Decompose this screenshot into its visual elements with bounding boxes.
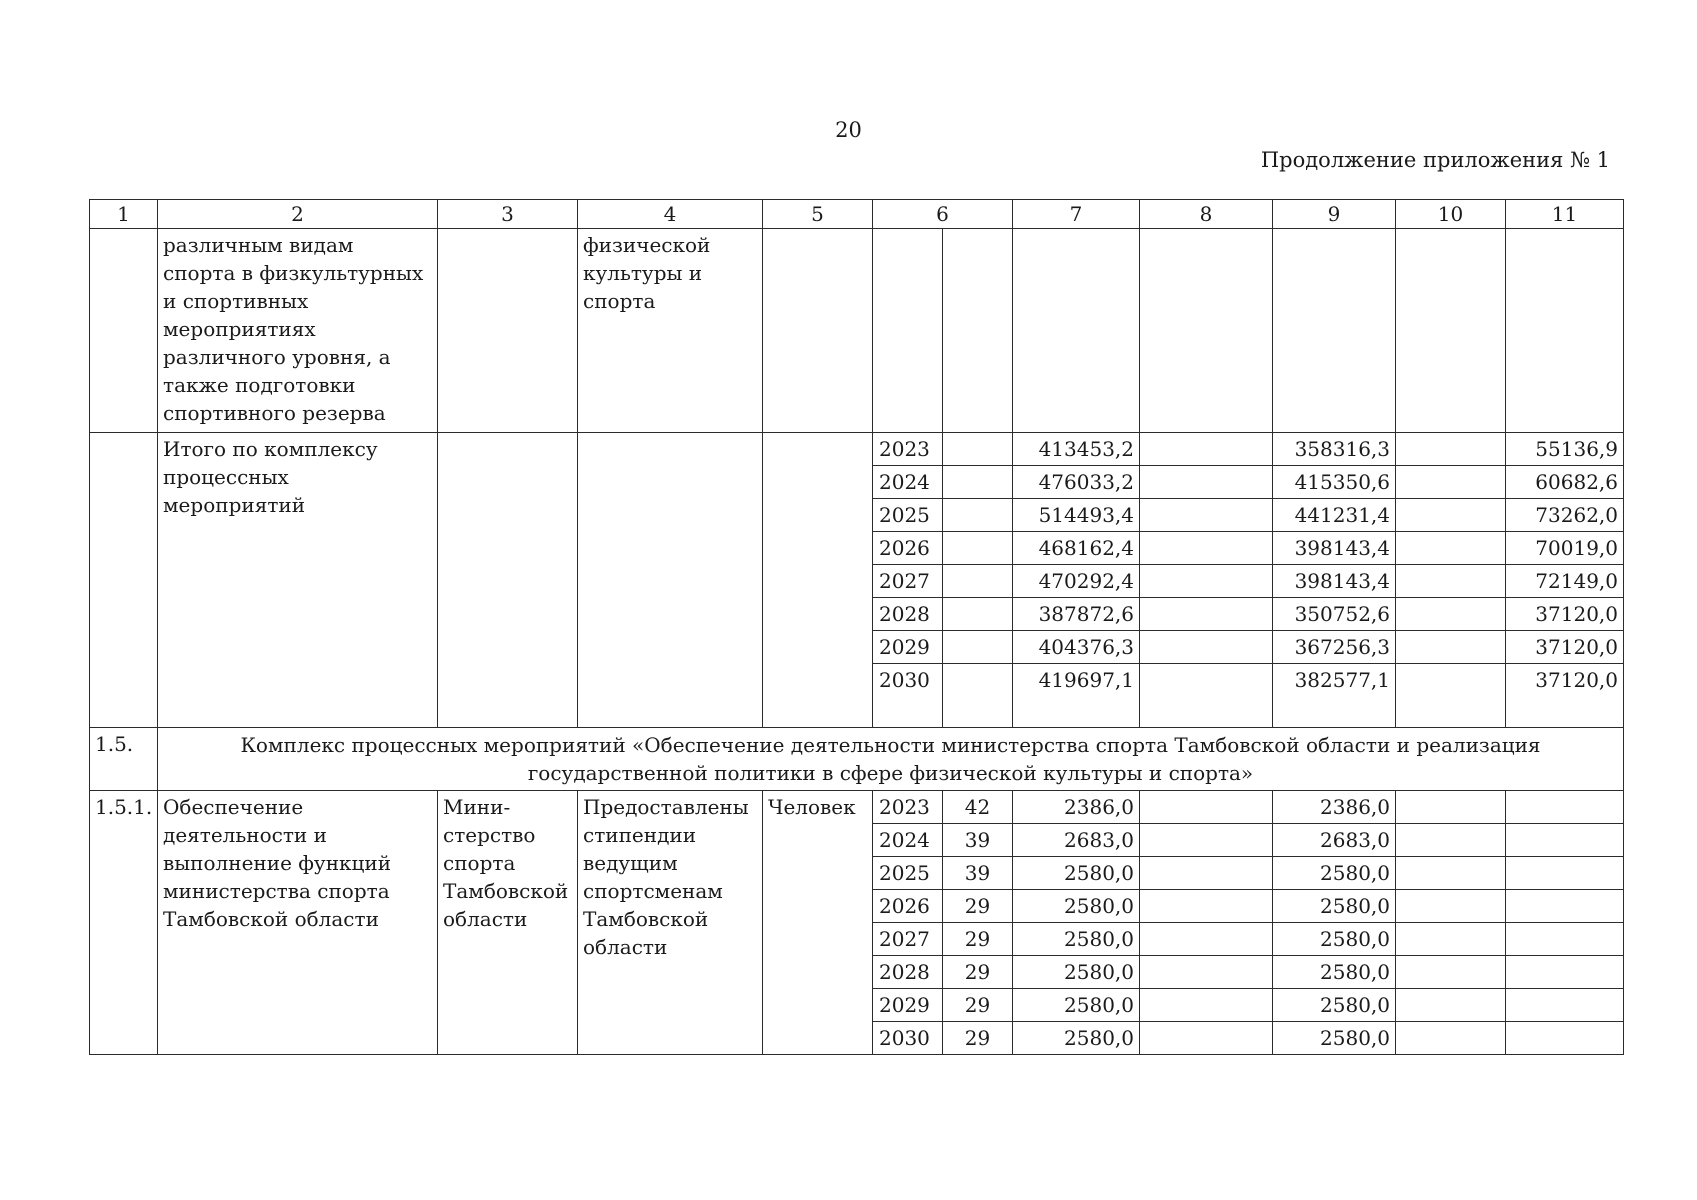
empty-cell [438,229,578,433]
count-cell: 42 [943,791,1013,824]
section-row [90,728,1624,791]
empty-cell [1506,989,1624,1022]
empty-cell [1506,229,1624,433]
empty-cell [943,229,1013,433]
amount-col7: 2580,0 [1013,989,1140,1022]
year-cell: 2023 [873,433,943,466]
header-cell: 3 [438,200,578,229]
count-cell: 29 [943,1022,1013,1055]
year-cell: 2026 [873,890,943,923]
amount-col7: 404376,3 [1013,631,1140,664]
section-number: 1.5. [90,728,158,791]
year-cell: 2027 [873,565,943,598]
empty-cell [763,433,873,728]
year-cell: 2028 [873,598,943,631]
empty-cell [943,598,1013,631]
empty-cell [1140,229,1273,433]
amount-col9: 382577,1 [1273,664,1396,728]
continuation-row [90,229,1624,433]
total-row [90,433,1624,466]
empty-cell [1506,890,1624,923]
empty-cell [1140,664,1273,728]
header-cell: 4 [578,200,763,229]
empty-cell [1506,791,1624,824]
year-cell: 2024 [873,824,943,857]
empty-cell [1140,890,1273,923]
count-cell: 29 [943,956,1013,989]
empty-cell [1396,1022,1506,1055]
amount-col11: 55136,9 [1506,433,1624,466]
amount-col7: 2580,0 [1013,1022,1140,1055]
count-cell: 39 [943,857,1013,890]
empty-cell [1396,923,1506,956]
count-cell: 29 [943,890,1013,923]
empty-cell [763,229,873,433]
year-cell: 2029 [873,631,943,664]
amount-col9: 358316,3 [1273,433,1396,466]
table-body [90,200,1624,1055]
header-cell: 5 [763,200,873,229]
item-name: Обеспечение деятельности и выполнение функций министерства спорта Тамбовской области [158,791,438,1055]
empty-cell [943,565,1013,598]
empty-cell [1140,989,1273,1022]
year-cell: 2025 [873,857,943,890]
total-label: Итого по комплексу процессных мероприятий [158,433,438,728]
item-number: 1.5.1. [90,791,158,1055]
empty-cell [943,664,1013,728]
empty-cell [1140,857,1273,890]
empty-cell [1396,433,1506,466]
amount-col9: 2580,0 [1273,956,1396,989]
amount-col7: 2386,0 [1013,791,1140,824]
empty-cell [1140,631,1273,664]
year-cell: 2029 [873,989,943,1022]
amount-col9: 2580,0 [1273,890,1396,923]
amount-col9: 398143,4 [1273,565,1396,598]
empty-cell [1396,466,1506,499]
count-cell: 39 [943,824,1013,857]
count-cell: 29 [943,989,1013,1022]
amount-col9: 2580,0 [1273,857,1396,890]
header-cell: 10 [1396,200,1506,229]
empty-cell [1396,989,1506,1022]
amount-col7: 387872,6 [1013,598,1140,631]
amount-col9: 398143,4 [1273,532,1396,565]
amount-col7: 2683,0 [1013,824,1140,857]
empty-cell [1396,499,1506,532]
continuation-col2: различным видам спорта в физкультурных и спортивных мероприятиях различного уровня, а также подготовки спортивного резерва [158,229,438,433]
header-cell: 9 [1273,200,1396,229]
amount-col9: 2580,0 [1273,989,1396,1022]
empty-cell [90,229,158,433]
amount-col9: 2386,0 [1273,791,1396,824]
item-row [90,791,1624,824]
amount-col7: 413453,2 [1013,433,1140,466]
amount-col11: 72149,0 [1506,565,1624,598]
amount-col7: 2580,0 [1013,956,1140,989]
empty-cell [578,433,763,728]
empty-cell [1506,824,1624,857]
year-cell: 2025 [873,499,943,532]
empty-cell [943,433,1013,466]
empty-cell [1140,956,1273,989]
amount-col9: 415350,6 [1273,466,1396,499]
empty-cell [1140,532,1273,565]
amount-col9: 2580,0 [1273,923,1396,956]
amount-col9: 2683,0 [1273,824,1396,857]
empty-cell [1140,433,1273,466]
amount-col7: 468162,4 [1013,532,1140,565]
amount-col11: 70019,0 [1506,532,1624,565]
empty-cell [1140,824,1273,857]
year-cell: 2027 [873,923,943,956]
empty-cell [1396,229,1506,433]
empty-cell [1140,1022,1273,1055]
empty-cell [1140,499,1273,532]
continuation-col4: физической культуры и спорта [578,229,763,433]
empty-cell [438,433,578,728]
year-cell: 2028 [873,956,943,989]
empty-cell [1396,890,1506,923]
empty-cell [1013,229,1140,433]
amount-col11: 73262,0 [1506,499,1624,532]
empty-cell [873,229,943,433]
empty-cell [1140,598,1273,631]
empty-cell [1140,466,1273,499]
count-cell: 29 [943,923,1013,956]
header-cell: 1 [90,200,158,229]
header-cell: 7 [1013,200,1140,229]
empty-cell [1396,532,1506,565]
empty-cell [943,532,1013,565]
program-table [89,199,1624,1055]
empty-cell [1506,857,1624,890]
amount-col7: 514493,4 [1013,499,1140,532]
empty-cell [943,466,1013,499]
empty-cell [1140,923,1273,956]
amount-col7: 419697,1 [1013,664,1140,728]
appendix-note: Продолжение приложения № 1 [1260,148,1610,172]
year-cell: 2026 [873,532,943,565]
amount-col9: 2580,0 [1273,1022,1396,1055]
empty-cell [1140,565,1273,598]
amount-col11: 37120,0 [1506,598,1624,631]
empty-cell [90,433,158,728]
empty-cell [1396,791,1506,824]
empty-cell [1273,229,1396,433]
amount-col9: 367256,3 [1273,631,1396,664]
item-executor: Мини-стерство спорта Тамбовской области [438,791,578,1055]
item-unit: Человек [763,791,873,1055]
amount-col7: 476033,2 [1013,466,1140,499]
empty-cell [943,499,1013,532]
amount-col7: 2580,0 [1013,857,1140,890]
empty-cell [943,631,1013,664]
header-cell: 8 [1140,200,1273,229]
year-cell: 2030 [873,664,943,728]
amount-col7: 470292,4 [1013,565,1140,598]
empty-cell [1396,565,1506,598]
amount-col11: 60682,6 [1506,466,1624,499]
amount-col11: 37120,0 [1506,631,1624,664]
empty-cell [1396,664,1506,728]
amount-col7: 2580,0 [1013,890,1140,923]
empty-cell [1396,598,1506,631]
empty-cell [1140,791,1273,824]
header-cell: 11 [1506,200,1624,229]
empty-cell [1506,923,1624,956]
header-cell: 6 [873,200,1013,229]
amount-col11: 37120,0 [1506,664,1624,728]
empty-cell [1506,956,1624,989]
header-row [90,200,1624,229]
amount-col9: 441231,4 [1273,499,1396,532]
empty-cell [1396,956,1506,989]
empty-cell [1396,857,1506,890]
empty-cell [1396,631,1506,664]
amount-col7: 2580,0 [1013,923,1140,956]
year-cell: 2023 [873,791,943,824]
item-result: Предоставлены стипендии ведущим спортсменам Тамбовской области [578,791,763,1055]
header-cell: 2 [158,200,438,229]
page-number: 20 [835,118,862,142]
empty-cell [1506,1022,1624,1055]
empty-cell [1396,824,1506,857]
section-title: Комплекс процессных мероприятий «Обеспечение деятельности министерства спорта Тамбовской области и реализация государственной политики в сфере физической культуры и спорта» [158,728,1624,791]
year-cell: 2030 [873,1022,943,1055]
year-cell: 2024 [873,466,943,499]
amount-col9: 350752,6 [1273,598,1396,631]
